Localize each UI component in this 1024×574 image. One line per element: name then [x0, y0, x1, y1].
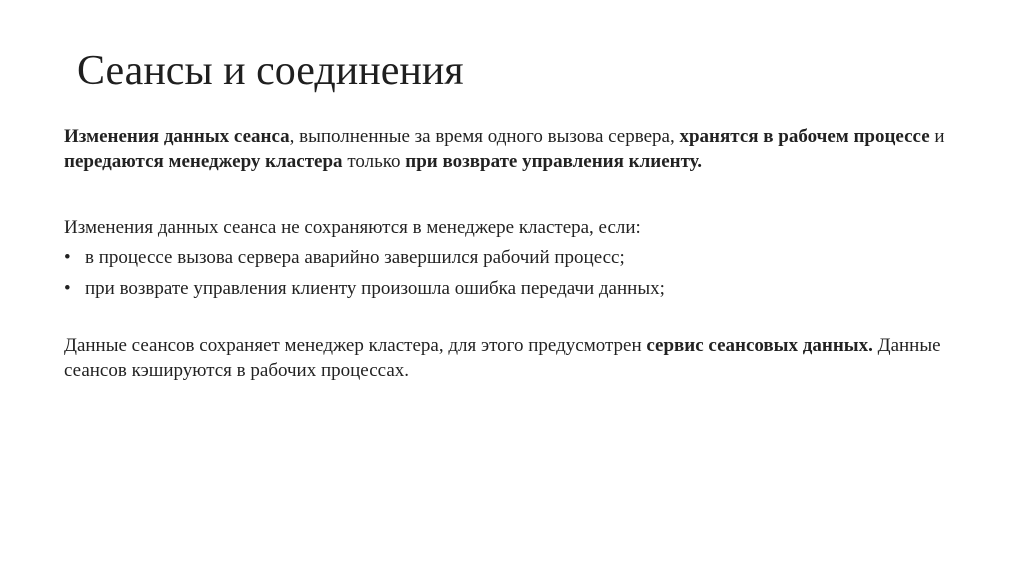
bullet-icon: • [64, 278, 71, 299]
text-run: только [342, 151, 406, 172]
bullet-list [64, 245, 964, 301]
text-run: Изменения данных сеанса [64, 126, 290, 147]
paragraph-not-saved-conditions: Изменения данных сеанса не сохраняются в менеджере кластера, если: [64, 217, 641, 238]
text-run: передаются менеджеру кластера [64, 151, 343, 172]
slide-body [64, 124, 964, 383]
bullet-text: при возврате управления клиенту произошла ошибка передачи данных; [85, 278, 665, 299]
text-run: , выполненные за время одного вызова сервера, [289, 126, 680, 147]
text-run: при возврате управления клиенту. [405, 151, 703, 172]
slide-title: Сеансы и соединения [77, 48, 464, 94]
bullet-item [64, 245, 964, 270]
bullet-text: в процессе вызова сервера аварийно завершился рабочий процесс; [85, 247, 625, 268]
text-run: и [929, 126, 945, 147]
bullet-icon: • [64, 247, 71, 268]
bullet-item [64, 276, 964, 301]
text-run: хранятся в рабочем процессе [679, 126, 930, 147]
paragraph-session-data-service [64, 333, 964, 383]
paragraph-session-changes [64, 124, 964, 174]
text-run: Данные сеансов кэшируются в рабочих процессах. [64, 335, 941, 381]
text-run: сервис сеансовых данных. [646, 335, 873, 356]
text-run: Данные сеансов сохраняет менеджер кластера, для этого предусмотрен [64, 335, 647, 356]
